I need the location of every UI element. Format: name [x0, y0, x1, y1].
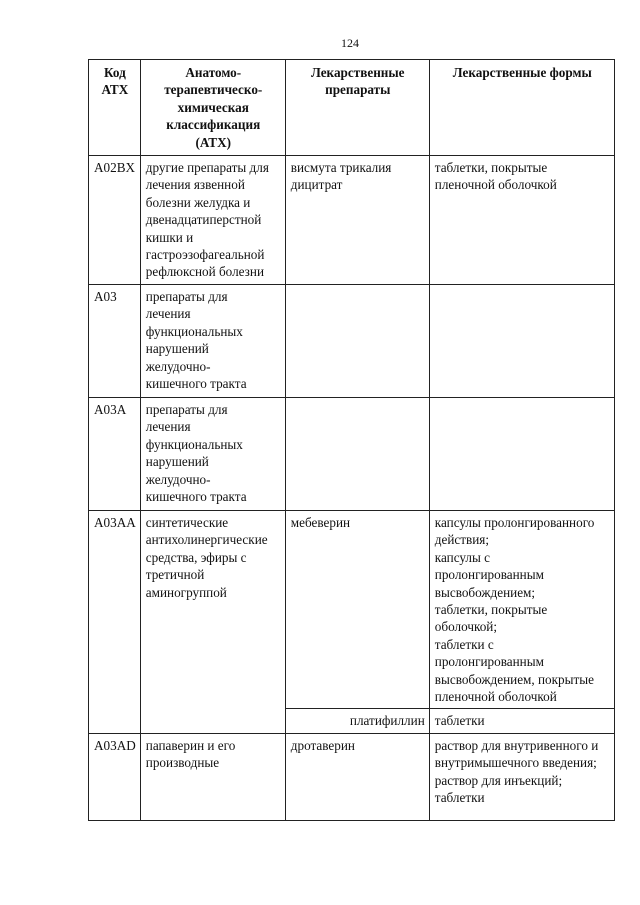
- cell-classification: препараты для лечения функциональных нарушений желудочно- кишечного тракта: [140, 398, 285, 511]
- page-number: 124: [341, 36, 359, 50]
- cell-form: [429, 398, 614, 511]
- cell-drug: висмута трикалия дицитрат: [285, 156, 429, 285]
- header-classification: Анатомо- терапевтическо- химическая классификация (АТХ): [140, 60, 285, 156]
- cell-classification: другие препараты для лечения язвенной болезни желудка и двенадцатиперстной кишки и гастроэзофагеальной рефлюксной болезни: [140, 156, 285, 285]
- cell-drug: [285, 285, 429, 398]
- table-row: [89, 285, 615, 398]
- cell-classification: папаверин и его производные: [140, 733, 285, 820]
- cell-form: таблетки: [429, 709, 614, 733]
- table-row: [89, 398, 615, 511]
- cell-code: A02BX: [89, 156, 141, 285]
- cell-form: таблетки, покрытые пленочной оболочкой: [429, 156, 614, 285]
- cell-drug: мебеверин: [285, 511, 429, 709]
- table-row: [89, 511, 615, 709]
- cell-code: A03: [89, 285, 141, 398]
- cell-code: A03AD: [89, 733, 141, 820]
- cell-drug: дротаверин: [285, 733, 429, 820]
- table-header-row: [89, 60, 615, 156]
- header-drugs: Лекарственные препараты: [285, 60, 429, 156]
- cell-form: раствор для внутривенного и внутримышечного введения; раствор для инъекций; таблетки: [429, 733, 614, 820]
- cell-code: A03AA: [89, 511, 141, 734]
- table-row: [89, 733, 615, 820]
- cell-classification: препараты для лечения функциональных нарушений желудочно- кишечного тракта: [140, 285, 285, 398]
- cell-code: A03A: [89, 398, 141, 511]
- cell-drug: платифиллин: [285, 709, 429, 733]
- cell-form: капсулы пролонгированного действия; капсулы с пролонгированным высвобождением; таблетки, покрытые оболочкой; таблетки с пролонгированным высвобождением, покрытые пленочной оболочкой: [429, 511, 614, 709]
- cell-form: [429, 285, 614, 398]
- atc-drug-table: [88, 59, 615, 821]
- cell-classification: синтетические антихолинергические средства, эфиры с третичной аминогруппой: [140, 511, 285, 734]
- table-row: [89, 156, 615, 285]
- header-code: Код АТХ: [89, 60, 141, 156]
- header-forms: Лекарственные формы: [429, 60, 614, 156]
- cell-drug: [285, 398, 429, 511]
